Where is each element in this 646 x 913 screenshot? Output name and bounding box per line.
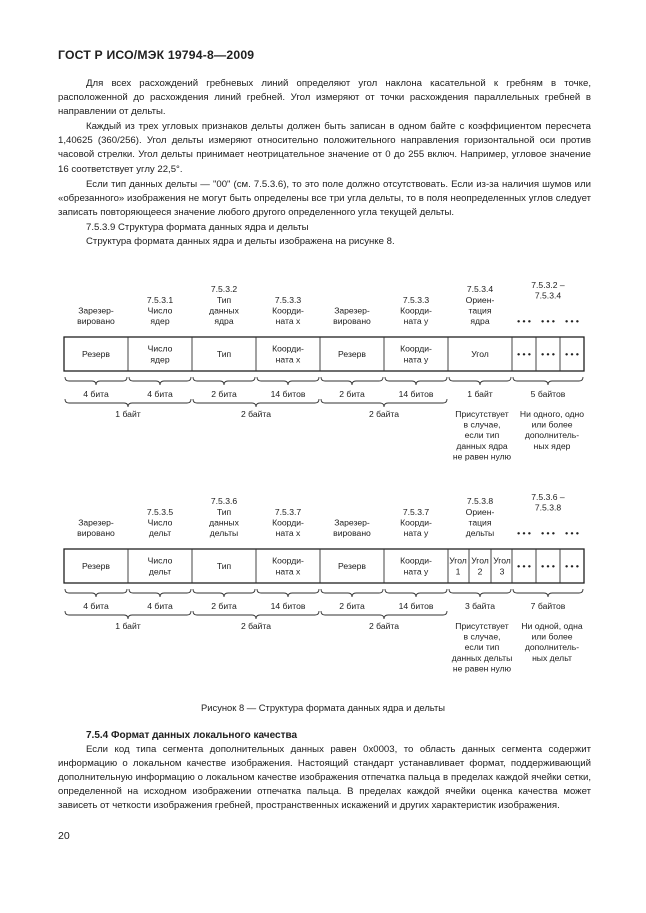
- byte-count: 1 байт: [115, 409, 141, 419]
- field-header: вировано: [77, 528, 115, 538]
- angle-cell-label: Угол: [493, 555, 511, 566]
- field-header: 7.5.3.8: [466, 496, 494, 507]
- dots-marker: • • •: [517, 561, 531, 571]
- angle-cell-label: Угол: [471, 555, 489, 566]
- size-brace: [65, 377, 127, 385]
- document-header: ГОСТ Р ИСО/МЭК 19794-8—2009: [58, 48, 255, 62]
- field-header: 7.5.3.4: [534, 290, 562, 301]
- byte-count: 2 байта: [368, 409, 400, 419]
- section-heading: 7.5.4 Формат данных локального качества: [86, 730, 298, 741]
- field-header: ната x: [275, 528, 301, 538]
- dots-marker: • • •: [565, 561, 579, 571]
- count-note: или более: [531, 419, 573, 430]
- record-box: [64, 337, 584, 371]
- field-header: дельты: [209, 528, 239, 538]
- field-header: 7.5.3.1: [146, 294, 174, 305]
- size-brace: [449, 589, 511, 597]
- field-header: ната y: [403, 316, 429, 326]
- count-note: или более: [531, 631, 573, 642]
- count-note: дополнитель-: [524, 430, 580, 441]
- paragraph: Каждый из трех угловых признаков дельты должен быть записан в одном байте с коэффициентом пересчета 1,40625 (360/256). Угол дельты измеряют относительно положительного направления горизонтальной оси против часовой стрелки. Угол дельты принимает неотрицательное значение от 0 до 255 включ. Например, угловое значение 16 соответствует углу 22,5°.: [58, 121, 591, 175]
- field-header: ядра: [470, 316, 490, 326]
- field-header: Число: [147, 517, 173, 528]
- field-cell-label: Тип: [216, 561, 232, 571]
- presence-note: Присутствует: [455, 621, 509, 631]
- byte-count: 2 байта: [368, 621, 400, 631]
- field-cell-label: Коорди-: [400, 343, 432, 354]
- field-cell-label: ядер: [150, 354, 170, 365]
- dots-marker: • • •: [517, 316, 531, 326]
- size-brace: [449, 377, 511, 385]
- field-size: 14 битов: [270, 601, 306, 611]
- field-header: Тип: [216, 294, 232, 305]
- field-header: Тип: [216, 506, 232, 517]
- angle-cell-label: 2: [477, 566, 483, 577]
- size-brace: [65, 589, 127, 597]
- field-header: 7.5.3.6 –: [531, 492, 565, 502]
- size-brace: [193, 377, 255, 385]
- field-cell-label: Тип: [216, 349, 232, 359]
- field-size: 2 бита: [211, 601, 237, 611]
- byte-count: 2 байта: [240, 621, 272, 631]
- byte-brace: [321, 611, 447, 619]
- dots-marker: • • •: [565, 528, 579, 538]
- size-brace: [129, 377, 191, 385]
- field-header: 7.5.3.5: [146, 506, 174, 517]
- field-size: 14 битов: [398, 389, 434, 399]
- field-size: 4 бита: [83, 601, 109, 611]
- field-cell-label: ната x: [275, 566, 301, 577]
- size-brace: [257, 589, 319, 597]
- page-number: 20: [58, 830, 70, 842]
- record-box: [64, 549, 584, 583]
- field-header: 7.5.3.4: [466, 284, 494, 295]
- field-cell-label: Резерв: [338, 349, 366, 359]
- byte-brace: [65, 611, 191, 619]
- presence-note: если тип: [464, 642, 500, 653]
- count-note: Ни одной, одна: [521, 621, 583, 631]
- field-header: 7.5.3.6: [210, 496, 238, 507]
- field-cell-label: Коорди-: [272, 555, 304, 566]
- angle-cell-label: 1: [455, 566, 461, 577]
- field-header: 7.5.3.2: [210, 284, 238, 295]
- field-size: 1 байт: [467, 389, 493, 399]
- size-brace: [193, 589, 255, 597]
- field-cell-label: Угол: [471, 349, 489, 359]
- size-brace: [513, 589, 583, 597]
- paragraph: Если код типа сегмента дополнительных данных равен 0x0003, то область данных сегмента содержит информацию о локальном качестве изображения. Настоящий стандарт устанавливает формат, поддерживающий дополнительную информацию о локальном качестве изображения отпечатка пальца в пределах каждой ячейки сетки, определенной на исходном изображении отпечатка пальца. В пределах каждой ячейки оценка качества может зависеть от четкости изображения гребней, пространственных искажений и других характеристик изображения.: [58, 744, 591, 812]
- field-cell-label: Число: [147, 555, 173, 566]
- dots-marker: • • •: [517, 528, 531, 538]
- field-size: 3 байта: [464, 601, 496, 611]
- field-header: Зарезер-: [334, 305, 370, 316]
- field-header: вировано: [333, 528, 371, 538]
- subsection-heading: 7.5.3.9 Структура формата данных ядра и дельты: [86, 221, 309, 233]
- field-cell-label: Число: [147, 343, 173, 354]
- field-size: 2 бита: [211, 389, 237, 399]
- field-size: 7 байтов: [530, 601, 566, 611]
- field-header: вировано: [333, 316, 371, 326]
- field-header: тация: [468, 305, 492, 316]
- presence-note: в случае,: [463, 419, 501, 430]
- field-size: 14 битов: [398, 601, 434, 611]
- field-header: Число: [147, 305, 173, 316]
- field-header: данных: [209, 305, 239, 316]
- field-header: 7.5.3.3: [274, 294, 302, 305]
- figure-caption: Рисунок 8 — Структура формата данных ядра и дельты: [201, 702, 445, 713]
- field-header: 7.5.3.2 –: [531, 280, 565, 290]
- section-text: [58, 743, 591, 813]
- field-header: 7.5.3.8: [534, 502, 562, 513]
- size-brace: [513, 377, 583, 385]
- paragraph: Для всех расхождений гребневых линий определяют угол наклона касательной к гребням в точке, расположенной до расхождения линий гребней. Угол измеряют от точки расхождения параллельных гребней в направлении от дельты.: [58, 78, 591, 118]
- field-size: 5 байтов: [530, 389, 566, 399]
- size-brace: [257, 377, 319, 385]
- field-cell-label: ната x: [275, 354, 301, 365]
- field-cell-label: Коорди-: [400, 555, 432, 566]
- dots-marker: • • •: [517, 349, 531, 359]
- size-brace: [321, 377, 383, 385]
- count-note: дополнитель-: [524, 642, 580, 653]
- field-cell-label: Резерв: [82, 349, 110, 359]
- field-header: ната y: [403, 528, 429, 538]
- field-size: 4 бита: [83, 389, 109, 399]
- dots-marker: • • •: [541, 349, 555, 359]
- field-header: 7.5.3.7: [402, 506, 430, 517]
- field-header: Ориен-: [465, 294, 495, 305]
- dots-marker: • • •: [541, 316, 555, 326]
- field-cell-label: ната y: [403, 566, 429, 577]
- field-header: дельты: [465, 528, 495, 538]
- field-header: 7.5.3.7: [274, 506, 302, 517]
- byte-brace: [193, 399, 319, 407]
- field-header: ната x: [275, 316, 301, 326]
- dots-marker: • • •: [541, 561, 555, 571]
- field-header: Зарезер-: [78, 517, 114, 528]
- field-header: вировано: [77, 316, 115, 326]
- field-cell-label: Резерв: [338, 561, 366, 571]
- field-size: 4 бита: [147, 389, 173, 399]
- dots-marker: • • •: [541, 528, 555, 538]
- angle-cell-label: 3: [499, 566, 505, 577]
- count-note: ных дельт: [532, 652, 572, 663]
- field-header: Ориен-: [465, 506, 495, 517]
- field-header: Коорди-: [272, 517, 304, 528]
- field-cell-label: Коорди-: [272, 343, 304, 354]
- presence-note: не равен нулю: [452, 663, 512, 674]
- size-brace: [321, 589, 383, 597]
- field-header: Коорди-: [272, 305, 304, 316]
- field-size: 2 бита: [339, 601, 365, 611]
- byte-brace: [321, 399, 447, 407]
- byte-count: 1 байт: [115, 621, 141, 631]
- byte-count: 2 байта: [240, 409, 272, 419]
- field-header: 7.5.3.3: [402, 294, 430, 305]
- field-cell-label: Резерв: [82, 561, 110, 571]
- field-header: Коорди-: [400, 305, 432, 316]
- field-size: 4 бита: [147, 601, 173, 611]
- field-header: ядер: [150, 316, 170, 326]
- byte-brace: [65, 399, 191, 407]
- field-header: тация: [468, 517, 492, 528]
- size-brace: [129, 589, 191, 597]
- presence-note: данных ядра: [456, 440, 508, 451]
- presence-note: если тип: [464, 430, 500, 441]
- field-header: данных: [209, 517, 239, 528]
- field-cell-label: ната y: [403, 354, 429, 365]
- dots-marker: • • •: [565, 316, 579, 326]
- field-header: дельт: [148, 528, 172, 538]
- presence-note: не равен нулю: [452, 451, 512, 462]
- size-brace: [385, 377, 447, 385]
- paragraph: Структура формата данных ядра и дельты изображена на рисунке 8.: [86, 236, 395, 248]
- field-header: Зарезер-: [78, 305, 114, 316]
- field-size: 2 бита: [339, 389, 365, 399]
- presence-note: данных дельты: [451, 652, 513, 663]
- field-cell-label: дельт: [148, 566, 172, 577]
- paragraph: Если тип данных дельты — "00" (см. 7.5.3.6), то это поле должно отсутствовать. Если из-за наличия шумов или «обрезанного» изображения не могут быть определены все три угла дельты, то в поля неопределенных углов следует записать повторяющееся значение любого другого определенного угла текущей дельты.: [58, 178, 591, 218]
- dots-marker: • • •: [565, 349, 579, 359]
- field-header: ядра: [214, 316, 234, 326]
- presence-note: Присутствует: [455, 409, 509, 419]
- count-note: ных ядер: [533, 440, 571, 451]
- count-note: Ни одного, одно: [519, 409, 585, 419]
- field-header: Коорди-: [400, 517, 432, 528]
- field-size: 14 битов: [270, 389, 306, 399]
- byte-brace: [193, 611, 319, 619]
- angle-cell-label: Угол: [449, 555, 467, 566]
- presence-note: в случае,: [463, 631, 501, 642]
- size-brace: [385, 589, 447, 597]
- field-header: Зарезер-: [334, 517, 370, 528]
